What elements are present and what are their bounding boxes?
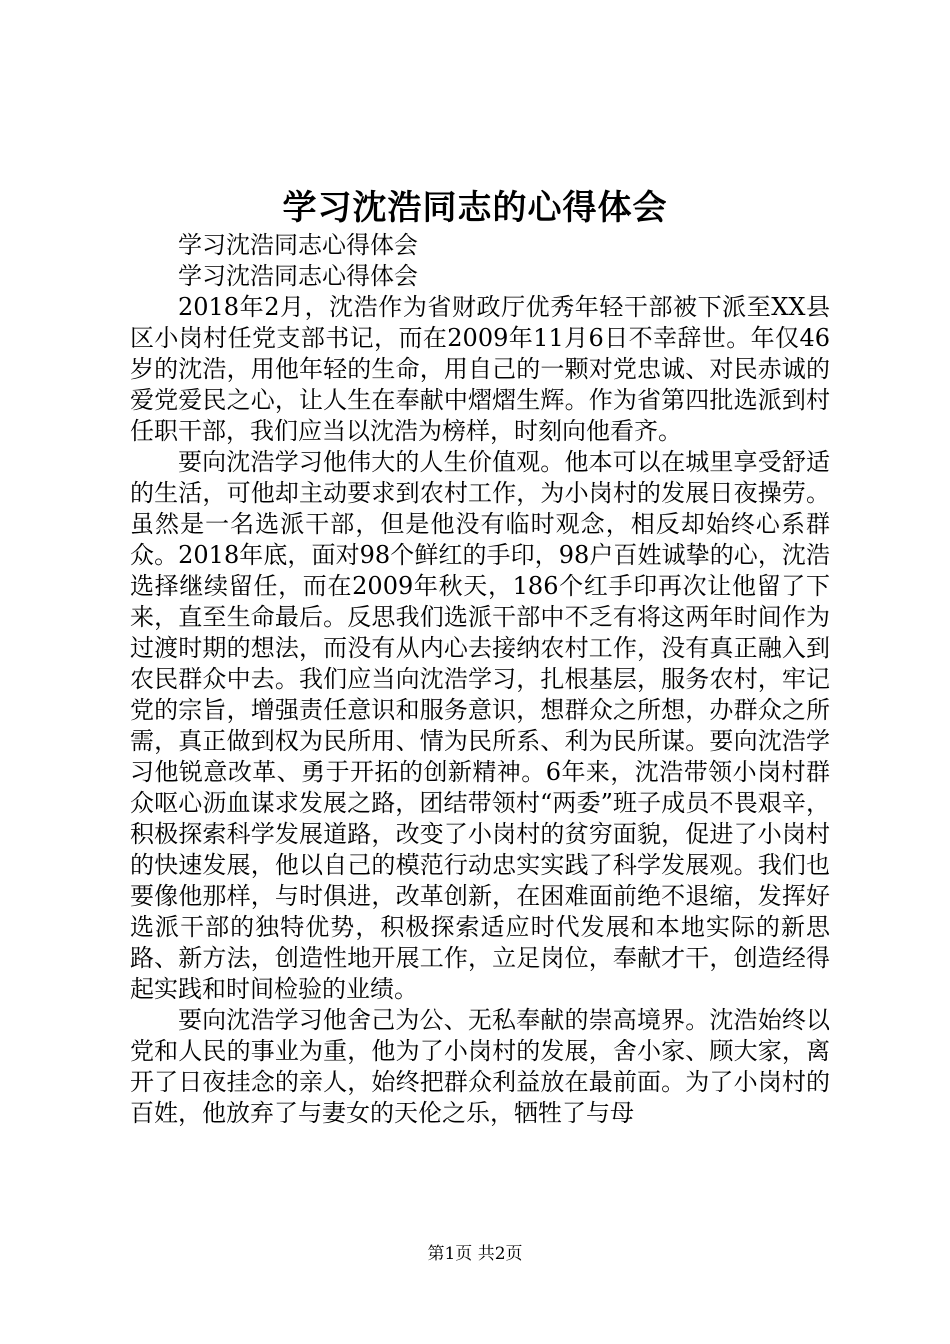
body-paragraph: 要向沈浩学习他伟大的人生价值观。他本可以在城里享受舒适的生活，可他却主动要求到农村工作，为小岗村的发展日夜操劳。虽然是一名选派干部，但是他没有临时观念，相反却始终心系群众。2018年底，面对98个鲜红的手印，98户百姓诚挚的心，沈浩选择继续留任，而在2009年秋天，186个红手印再次让他留了下来，直至生命最后。反思我们选派干部中不乏有将这两年时间作为过渡时期的想法，而没有从内心去接纳农村工作，没有真正融入到农民群众中去。我们应当向沈浩学习，扎根基层，服务农村，牢记党的宗旨，增强责任意识和服务意识，想群众之所想，办群众之所需，真正做到权为民所用、情为民所系、利为民所谋。要向沈浩学习他锐意改革、勇于开拓的创新精神。6年来，沈浩带领小岗村群众呕心沥血谋求发展之路，团结带领村“两委”班子成员不畏艰辛，积极探索科学发展道路，改变了小岗村的贫穷面貌，促进了小岗村的快速发展，他以自己的模范行动忠实实践了科学发展观。我们也要像他那样，与时俱进，改革创新，在困难面前绝不退缩，发挥好选派干部的独特优势，积极探索适应时代发展和本地实际的新思路、新方法，创造性地开展工作，立足岗位，奉献才干，创造经得起实践和时间检验的业绩。 — [130, 448, 830, 1003]
document-title: 学习沈浩同志的心得体会 — [282, 188, 668, 228]
body-paragraph: 2018年2月，沈浩作为省财政厅优秀年轻干部被下派至XX县区小岗村任党支部书记，而在2009年11月6日不幸辞世。年仅46岁的沈浩，用他年轻的生命，用自己的一颗对党忠诚、对民赤诚的爱党爱民之心，让人生在奉献中熠熠生辉。作为省第四批选派到村任职干部，我们应当以沈浩为榜样，时刻向他看齐。 — [130, 293, 830, 445]
subtitle-line: 学习沈浩同志心得体会 — [178, 231, 418, 259]
body-paragraph: 要向沈浩学习他舍己为公、无私奉献的崇高境界。沈浩始终以党和人民的事业为重，他为了小岗村的发展，舍小家、顾大家，离开了日夜挂念的亲人，始终把群众利益放在最前面。为了小岗村的百姓，他放弃了与妻女的天伦之乐，牺牲了与母 — [130, 1006, 830, 1127]
subtitle-line: 学习沈浩同志心得体会 — [178, 262, 418, 290]
document-body — [130, 230, 830, 1129]
page-footer: 第1页 共2页 — [427, 1244, 523, 1264]
